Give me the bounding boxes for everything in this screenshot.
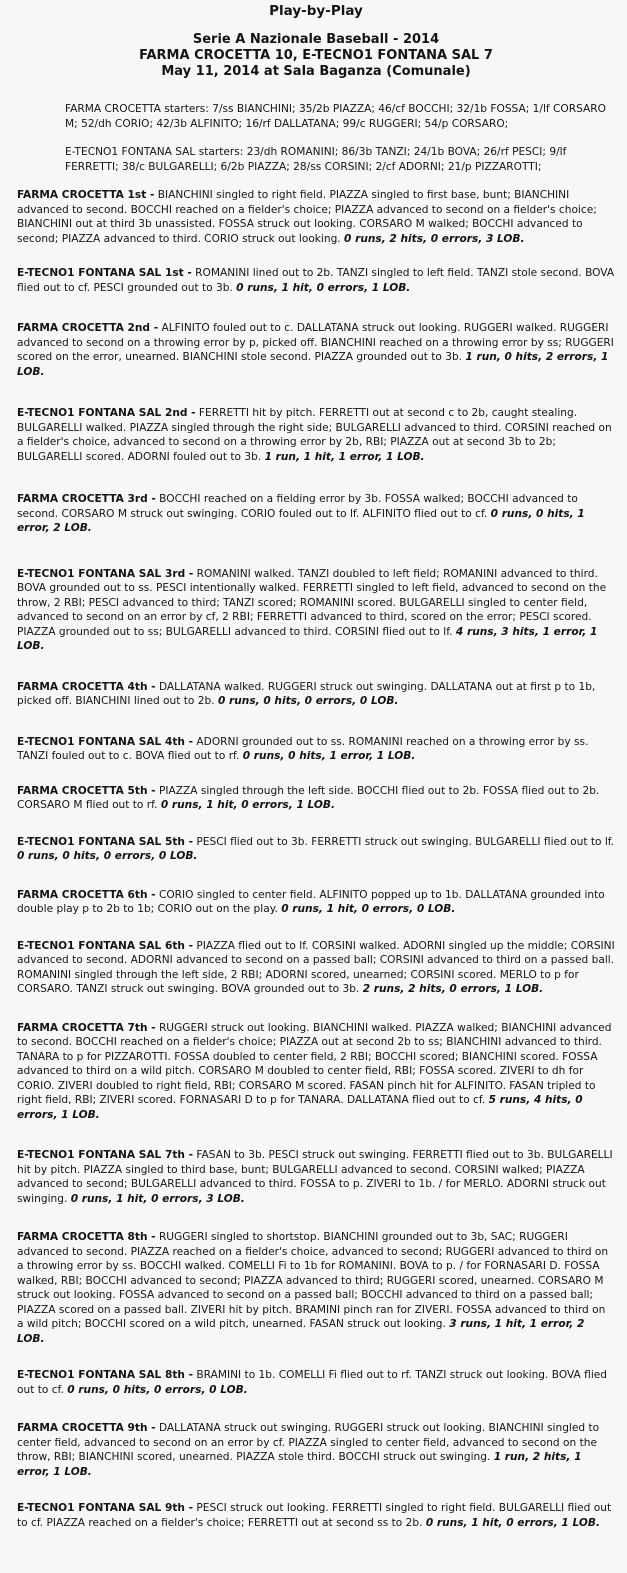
inning-summary: 5 runs, 4 hits, 0 errors, 1 LOB.: [17, 1094, 583, 1121]
inning-team-label: E-TECNO1 FONTANA SAL 2nd -: [17, 407, 196, 419]
inning-entry: [17, 321, 615, 379]
inning-summary: 1 run, 2 hits, 1 error, 1 LOB.: [17, 1451, 582, 1478]
inning-play-text: PESCI struck out looking. FERRETTI singled to right field. BULGARELLI flied out to cf. PIAZZA reached on a fielder's choice; FERRETTI out at second ss to 2b.: [17, 1502, 612, 1529]
inning-entry: [17, 188, 615, 246]
inning-play-text: BIANCHINI singled to right field. PIAZZA singled to first base, bunt; BIANCHINI advanced to second. BOCCHI reached on a fielder's choice; PIAZZA advanced to second on a fielder's choice; BIANCHINI out at third 3b unassisted. FOSSA struck out looking. CORSARO M walked; BOCCHI advanced to second; PIAZZA advanced to third. CORIO struck out looking.: [17, 189, 597, 245]
inning-entry: [17, 835, 615, 864]
inning-summary: 2 runs, 2 hits, 0 errors, 1 LOB.: [362, 983, 544, 995]
inning-summary: 0 runs, 1 hit, 0 errors, 1 LOB.: [425, 1516, 600, 1529]
inning-team-label: FARMA CROCETTA 1st -: [17, 189, 155, 201]
inning-summary: 1 run, 1 hit, 1 error, 1 LOB.: [264, 450, 425, 463]
starters-section: [65, 102, 610, 174]
inning-play-text: PIAZZA singled through the left side. BOCCHI flied out to 2b. FOSSA flied out to 2b. CORSARO M flied out to rf.: [17, 784, 600, 811]
inning-summary: 4 runs, 3 hits, 1 error, 1 LOB.: [17, 625, 598, 652]
inning-summary: 0 runs, 0 hits, 0 errors, 0 LOB.: [217, 695, 399, 707]
inning-team-label: FARMA CROCETTA 6th -: [17, 888, 156, 901]
inning-summary: 0 runs, 0 hits, 0 errors, 0 LOB.: [17, 850, 198, 862]
inning-entry: [17, 1501, 615, 1530]
inning-team-label: FARMA CROCETTA 7th -: [17, 1021, 156, 1034]
inning-entry: [17, 567, 615, 654]
inning-entry: [17, 1021, 615, 1123]
inning-play-text: RUGGERI struck out looking. BIANCHINI walked. PIAZZA walked; BIANCHINI advanced to second. BOCCHI reached on a fielder's choice; PIAZZA out at second 2b to ss; BIANCHINI advanced to third. TANARA to p for PIZZAROTTI. FOSSA doubled to center field, 2 RBI; BOCCHI scored; BIANCHINI scored. FOSSA advanced to third on a wild pitch. CORSARO M doubled to center field, RBI; FOSSA scored. ZIVERI to dh for CORIO. ZIVERI doubled to right field, RBI; CORSARO M scored. FASAN pinch hit for ALFINITO. FASAN tripled to right field, RBI; ZIVERI scored. FORNASARI D to p for TANARA. DALLATANA flied out to cf.: [17, 1021, 612, 1106]
game-date-venue: May 11, 2014 at Sala Baganza (Comunale): [161, 64, 471, 79]
inning-entry: [17, 492, 615, 536]
inning-team-label: E-TECNO1 FONTANA SAL 5th -: [17, 835, 194, 848]
inning-team-label: E-TECNO1 FONTANA SAL 8th -: [17, 1369, 194, 1381]
inning-play-text: FASAN to 3b. PESCI struck out swinging. FERRETTI flied out to 3b. BULGARELLI hit by pitch. PIAZZA singled to third base, bunt; BULGARELLI advanced to second. CORSINI walked; PIAZZA advanced to second; BULGARELLI advanced to third. FOSSA to p. ZIVERI to 1b. / for MERLO. ADORNI struck out swinging.: [17, 1149, 613, 1205]
inning-summary: 3 runs, 1 hit, 1 error, 2 LOB.: [17, 1318, 585, 1345]
inning-play-text: ROMANINI walked. TANZI doubled to left field; ROMANINI advanced to third. BOVA grounded out to ss. PESCI intentionally walked. FERRETTI singled to left field, advanced to second on the throw, 2 RBI; PESCI advanced to third; TANZI scored; ROMANINI scored. BULGARELLI singled to center field, advanced to second on an error by cf, 2 RBI; FERRETTI advanced to third, scored on the error; PESCI scored. PIAZZA grounded out to ss; BULGARELLI advanced to third. CORSINI flied out to lf.: [17, 567, 607, 638]
inning-entry: [17, 406, 615, 464]
inning-play-text: FERRETTI hit by pitch. FERRETTI out at second c to 2b, caught stealing. BULGARELLI walked. PIAZZA singled through the right side; BULGARELLI advanced to third. CORSINI reached on a fielder's choice, advanced to second on a throwing error by 2b, RBI; PIAZZA out at second 3b to 2b; BULGARELLI scored. ADORNI fouled out to 3b.: [17, 407, 612, 463]
inning-team-label: FARMA CROCETTA 5th -: [17, 784, 156, 797]
inning-summary: 0 runs, 1 hit, 0 errors, 3 LOB.: [70, 1192, 245, 1205]
inning-entry: [17, 266, 615, 295]
game-matchup: FARMA CROCETTA 10, E-TECNO1 FONTANA SAL 7: [139, 48, 493, 63]
inning-entry: [17, 735, 615, 764]
inning-summary: 1 run, 0 hits, 2 errors, 1 LOB.: [17, 351, 609, 378]
inning-team-label: FARMA CROCETTA 4th -: [17, 680, 156, 693]
inning-play-text: BOCCHI reached on a fielding error by 3b. FOSSA walked; BOCCHI advanced to second. CORSARO M struck out swinging. CORIO fouled out to lf. ALFINITO flied out to cf.: [17, 493, 578, 520]
inning-entry: [17, 784, 615, 813]
inning-play-text: RUGGERI singled to shortstop. BIANCHINI grounded out to 3b, SAC; RUGGERI advanced to second. PIAZZA reached on a fielder's choice, advanced to second; RUGGERI advanced to third on a throwing error by ss. BOCCHI walked. COMELLI Fi to 1b for ROMANINI. BOVA to p. / for FORNASARI D. FOSSA walked, RBI; BOCCHI advanced to second; PIAZZA advanced to third; RUGGERI scored, unearned. CORSARO M struck out looking. FOSSA advanced to second on a passed ball; BOCCHI advanced to third on a passed ball; PIAZZA scored on a passed ball. ZIVERI hit by pitch. BRAMINI pinch ran for ZIVERI. FOSSA advanced to third on a wild pitch; BOCCHI scored on a wild pitch, unearned. FASAN struck out looking.: [17, 1231, 609, 1330]
inning-entry: [17, 1368, 615, 1397]
inning-summary: 0 runs, 0 hits, 0 errors, 0 LOB.: [67, 1383, 248, 1396]
inning-summary: 0 runs, 1 hit, 0 errors, 0 LOB.: [281, 903, 456, 915]
inning-play-text: ALFINITO fouled out to c. DALLATANA struck out looking. RUGGERI walked. RUGGERI advanced to second on a throwing error by p, picked off. BIANCHINI reached on a throwing error by ss; RUGGERI scored on the error, unearned. BIANCHINI stole second. PIAZZA grounded out to 3b.: [17, 322, 614, 363]
inning-team-label: E-TECNO1 FONTANA SAL 3rd -: [17, 567, 194, 580]
inning-play-text: PESCI flied out to 3b. FERRETTI struck out swinging. BULGARELLI flied out to lf.: [193, 835, 615, 848]
inning-play-text: CORIO singled to center field. ALFINITO popped up to 1b. DALLATANA grounded into double play p to 2b to 1b; CORIO out on the play.: [17, 888, 605, 915]
report-header: [17, 2, 615, 80]
inning-play-text: PIAZZA flied out to lf. CORSINI walked. ADORNI singled up the middle; CORSINI advanced to second. ADORNI advanced to second on a passed ball; CORSINI advanced to third on a passed ball. ROMANINI singled through the left side, 2 RBI; ADORNI scored, unearned; CORSINI scored. MERLO to p for CORSARO. TANZI struck out swinging. BOVA grounded out to 3b.: [17, 939, 615, 995]
inning-team-label: FARMA CROCETTA 9th -: [17, 1422, 156, 1434]
inning-summary: 0 runs, 0 hits, 1 error, 2 LOB.: [17, 507, 585, 534]
inning-team-label: E-TECNO1 FONTANA SAL 7th -: [17, 1149, 194, 1161]
home-starters: FARMA CROCETTA starters: 7/ss BIANCHINI; 35/2b PIAZZA; 46/cf BOCCHI; 32/1b FOSSA; 1/lf CORSARO M; 52/dh CORIO; 42/3b ALFINITO; 16/rf DALLATANA; 99/c RUGGERI; 54/p CORSARO;: [65, 103, 606, 130]
inning-play-text: DALLATANA walked. RUGGERI struck out swinging. DALLATANA out at first p to 1b, picked off. BIANCHINI lined out to 2b.: [17, 680, 596, 707]
inning-summary: 0 runs, 1 hit, 0 errors, 1 LOB.: [236, 281, 411, 294]
inning-summary: 0 runs, 1 hit, 0 errors, 1 LOB.: [160, 799, 335, 811]
inning-team-label: FARMA CROCETTA 3rd -: [17, 493, 156, 505]
inning-play-text: BRAMINI to 1b. COMELLI Fi flied out to rf. TANZI struck out looking. BOVA flied out to cf.: [17, 1369, 608, 1396]
inning-team-label: E-TECNO1 FONTANA SAL 6th -: [17, 939, 194, 952]
inning-entry: [17, 1421, 615, 1479]
inning-entry: [17, 1230, 615, 1346]
inning-entry: [17, 888, 615, 917]
inning-play-text: ADORNI grounded out to ss. ROMANINI reached on a throwing error by ss. TANZI fouled out to c. BOVA flied out to rf.: [17, 735, 589, 762]
inning-play-text: DALLATANA struck out swinging. RUGGERI struck out looking. BIANCHINI singled to center field, advanced to second on an error by cf. PIAZZA singled to center field, advanced to second on the throw, RBI; BIANCHINI scored, unearned. PIAZZA stole third. BOCCHI struck out swinging.: [17, 1422, 600, 1463]
away-starters: E-TECNO1 FONTANA SAL starters: 23/dh ROMANINI; 86/3b TANZI; 24/1b BOVA; 26/rf PESCI; 9/lf FERRETTI; 38/c BULGARELLI; 6/2b PIAZZA; 28/ss CORSINI; 2/cf ADORNI; 21/p PIZZAROTTI;: [65, 146, 567, 173]
inning-entry: [17, 939, 615, 997]
inning-summary: 0 runs, 0 hits, 1 error, 1 LOB.: [242, 750, 416, 762]
inning-entry: [17, 1148, 615, 1206]
inning-team-label: FARMA CROCETTA 8th -: [17, 1231, 156, 1243]
inning-team-label: E-TECNO1 FONTANA SAL 1st -: [17, 267, 192, 279]
league-title: Serie A Nazionale Baseball - 2014: [192, 32, 440, 47]
inning-team-label: E-TECNO1 FONTANA SAL 4th -: [17, 735, 194, 748]
inning-team-label: E-TECNO1 FONTANA SAL 9th -: [17, 1502, 194, 1514]
inning-team-label: FARMA CROCETTA 2nd -: [17, 322, 159, 334]
inning-entry: [17, 680, 615, 709]
inning-summary: 0 runs, 2 hits, 0 errors, 3 LOB.: [344, 232, 525, 245]
inning-play-text: ROMANINI lined out to 2b. TANZI singled to left field. TANZI stole second. BOVA flied out to cf. PESCI grounded out to 3b.: [17, 267, 615, 294]
innings-list: [17, 188, 615, 1530]
page-title: Play-by-Play: [269, 3, 363, 19]
